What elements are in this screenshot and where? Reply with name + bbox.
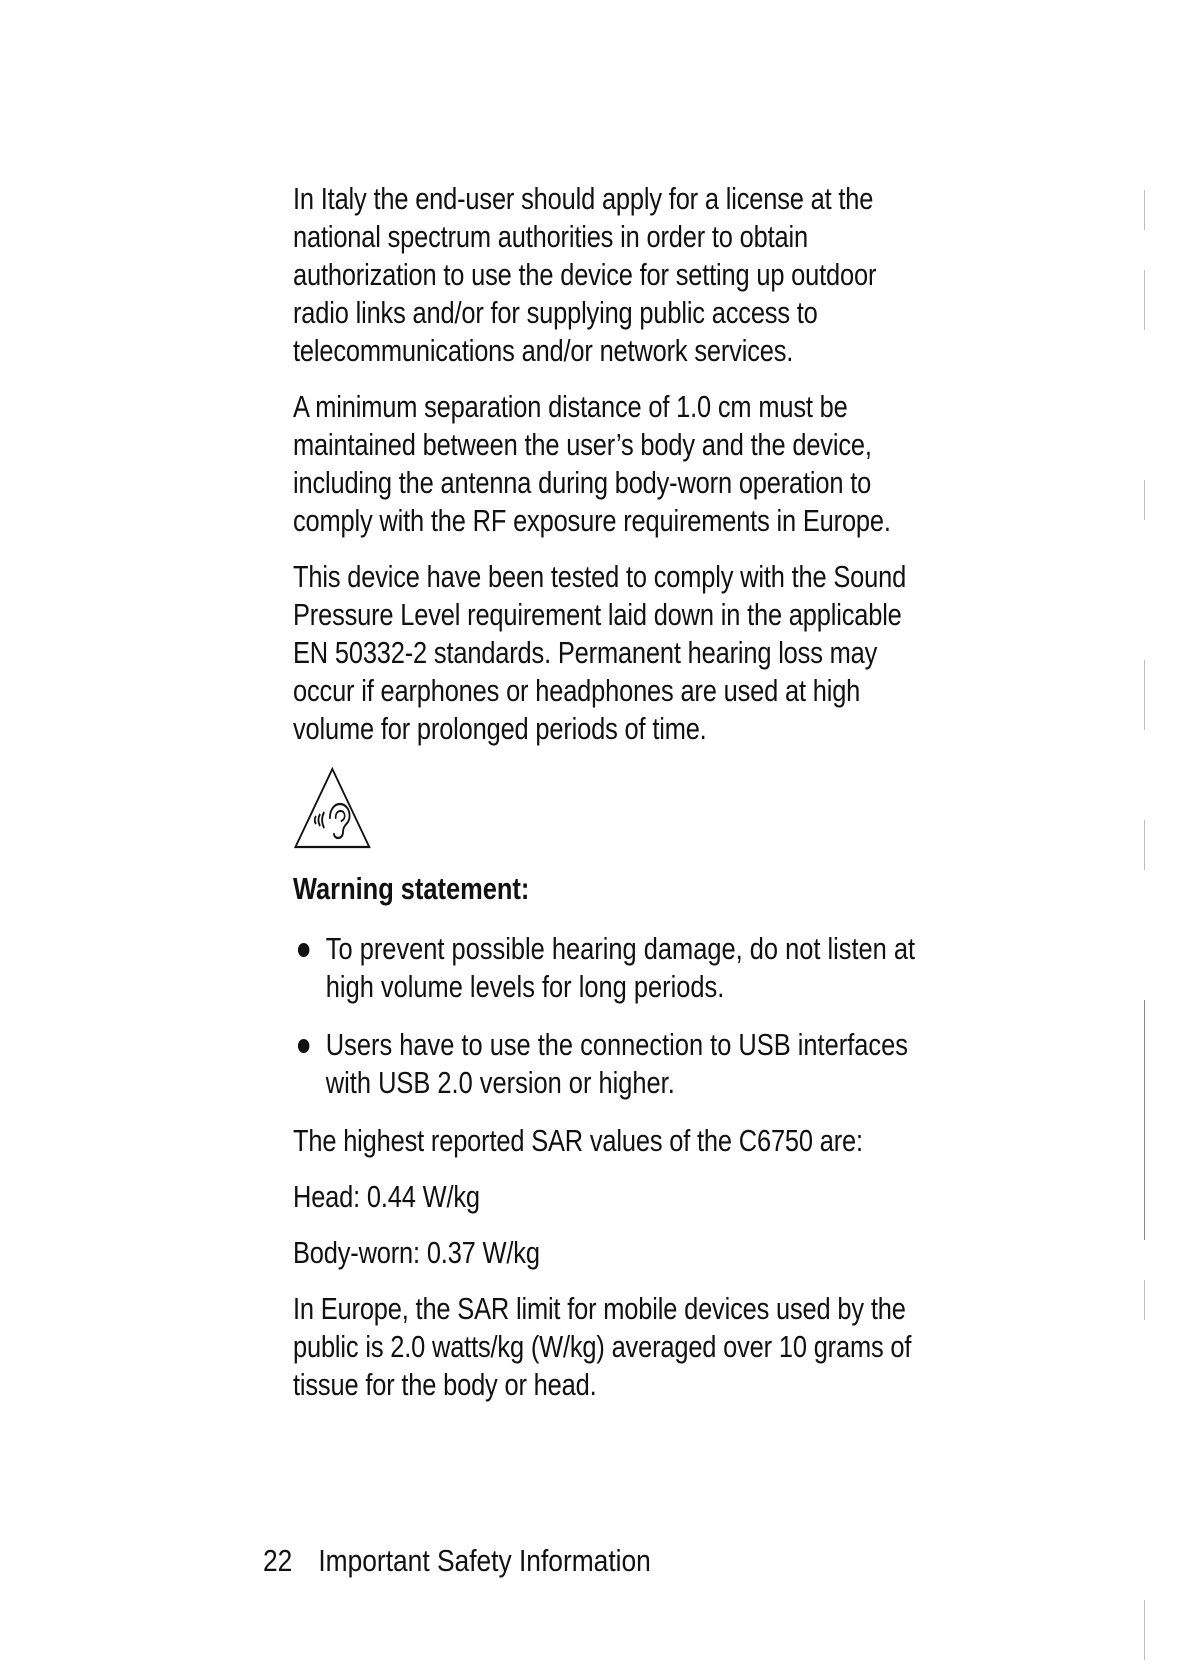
- section-title: Important Safety Information: [318, 1543, 651, 1578]
- page-number: 22: [263, 1543, 293, 1578]
- page-content: [293, 180, 916, 1422]
- sar-intro: The highest reported SAR values of the C6750 are:: [293, 1123, 863, 1158]
- bullet-icon: [298, 1039, 309, 1053]
- list-item: [293, 930, 933, 1006]
- sar-limit: In Europe, the SAR limit for mobile devices used by the public is 2.0 watts/kg (W/kg) averaged over 10 grams of tissue for the body or head.: [293, 1291, 912, 1402]
- scan-edge-marks: [1144, 180, 1148, 1680]
- paragraph-separation-distance: A minimum separation distance of 1.0 cm must be maintained between the user’s body and the device, including the antenna during body-worn operation to comply with the RF exposure requirements in Europe.: [293, 389, 891, 538]
- bullet-icon: [298, 943, 309, 957]
- warning-heading: Warning statement:: [293, 871, 530, 906]
- hearing-warning-triangle-icon: [293, 766, 372, 850]
- page-footer: [263, 1542, 651, 1580]
- paragraph-license: In Italy the end-user should apply for a license at the national spectrum authorities in order to obtain authorization to use the device for setting up outdoor radio links and/or for supplying public access to telecommunications and/or network services.: [293, 181, 877, 368]
- sar-head-value: Head: 0.44 W/kg: [293, 1179, 480, 1214]
- warning-list: [293, 930, 933, 1102]
- list-item: [293, 1026, 933, 1102]
- warning-item-text: Users have to use the connection to USB interfaces with USB 2.0 version or higher.: [325, 1027, 908, 1100]
- warning-item-text: To prevent possible hearing damage, do not listen at high volume levels for long periods.: [325, 931, 916, 1004]
- paragraph-sound-pressure: This device have been tested to comply with the Sound Pressure Level requirement laid down in the applicable EN 50332-2 standards. Permanent hearing loss may occur if earphones or headphones are used at high volume for prolonged periods of time.: [293, 559, 907, 746]
- sar-body-value: Body-worn: 0.37 W/kg: [293, 1235, 540, 1270]
